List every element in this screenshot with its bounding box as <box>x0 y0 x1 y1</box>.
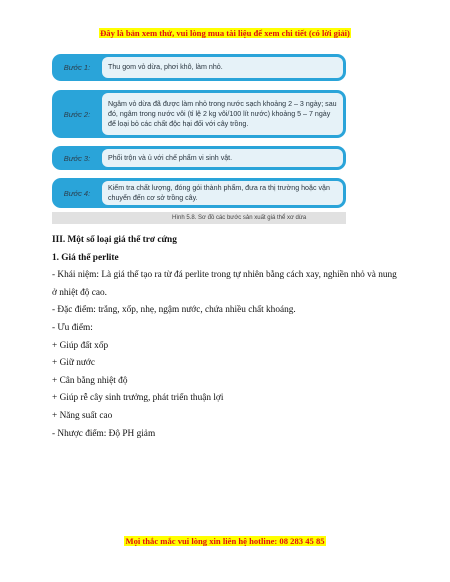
step-2 <box>52 90 346 138</box>
body-line: + Giúp rễ cây sinh trưởng, phát triển thuận lợi <box>52 393 224 404</box>
step-3-text: Phối trộn và ủ với chế phẩm vi sinh vật. <box>102 149 343 167</box>
step-4-text: Kiểm tra chất lượng, đóng gói thành phẩm, đưa ra thị trường hoặc vận chuyển đến cơ sở trồng cây. <box>102 181 343 205</box>
hotline-text: Mọi thắc mắc vui lòng xin liên hệ hotline: 08 283 45 85 <box>125 536 325 546</box>
step-4 <box>52 178 346 208</box>
hotline-banner <box>0 536 450 546</box>
body-line: - Đặc điểm: trắng, xốp, nhẹ, ngậm nước, chứa nhiều chất khoáng. <box>52 305 296 316</box>
body-line: - Nhược điểm: Độ PH giảm <box>52 428 156 439</box>
step-4-label: Bước 4: <box>63 188 91 198</box>
body-line: + Giúp đất xốp <box>52 340 109 351</box>
step-1-text: Thu gom vỏ dừa, phơi khô, làm nhỏ. <box>102 57 343 78</box>
step-1 <box>52 54 346 81</box>
step-3 <box>52 146 346 170</box>
body-line: + Giữ nước <box>52 358 95 369</box>
body-line: - Khái niệm: Là giá thể tạo ra từ đá perlite trong tự nhiên bằng cách xay, nghiền nhỏ và nung ở nhiệt độ cao. <box>52 270 397 298</box>
section-title: III. Một số loại giá thể trơ cứng <box>52 235 177 245</box>
preview-notice-banner <box>0 28 450 38</box>
subsection-title: 1. Giá thể perlite <box>52 252 119 263</box>
document-body <box>52 232 402 443</box>
figure-caption: Hình 5.8. Sơ đồ các bước sản xuất giá thể xơ dừa <box>52 212 346 224</box>
body-line: - Ưu điểm: <box>52 322 93 333</box>
production-steps-figure <box>52 50 350 232</box>
step-2-label: Bước 2: <box>63 109 91 119</box>
step-1-label: Bước 1: <box>63 63 91 72</box>
step-2-text: Ngâm vỏ dừa đã được làm nhỏ trong nước sạch khoảng 2 – 3 ngày; sau đó, ngâm trong nước vôi (tỉ lệ 2 kg vôi/100 lít nước) khoảng 5 – 7 ngày để loại bỏ các chất độc hại đối với cây trồng. <box>102 93 343 135</box>
preview-notice-text: Đây là bản xem thử, vui lòng mua tài liệu để xem chi tiết (có lời giải) <box>100 28 350 38</box>
step-3-label: Bước 3: <box>63 153 91 163</box>
body-line: + Năng suất cao <box>52 410 113 421</box>
body-line: + Cân bằng nhiệt độ <box>52 375 128 386</box>
